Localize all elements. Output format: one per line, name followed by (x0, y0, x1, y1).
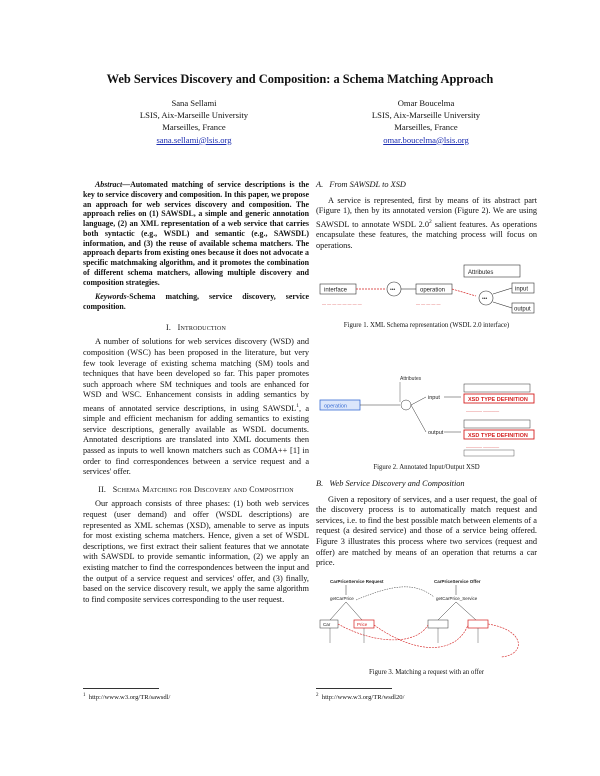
fig2-attributes-label: Attributes (400, 376, 422, 382)
author-location: Marseilles, France (394, 122, 458, 133)
footnote-2-url: http://www.w3.org/TR/wsdl20/ (321, 694, 405, 702)
svg-text:— — — — — — — —: — — — — — — — — (322, 301, 362, 306)
svg-text:•••: ••• (390, 287, 396, 293)
abstract-text: —Automated matching of service descriptions is the key to service discovery and composition. In this paper, we propose an approach for web services discovery and composition. The approach relies on (1) SAWSDL, a simple and generic annotation language, (2) an XML representation of a web service that carries both syntactic (e.g., WSDL) and semantic (e.g., SAWSDL) information, and (3) the reuse of available schema matchers. The approach departs from existing ones because it does not advocate a specific matchmaking algorithm, and it promotes the combination of different schema matchers, allowing multiple discovery and composition strategies. (83, 180, 309, 287)
section2-paragraph: Our approach consists of three phases: (1) both web services request (user demand) and offer (WSDL descriptions) are represented as XML schemas (XSD), amenable to serve as inputs for most existing schema matchers. Hence, given a set of WSDL descriptions, we first extract their salient features that we annotate with SAWSDL to provide semantic information, (2) we apply an existing matcher to find the correspondences between the input and the output of a service request and services' offer, and (3) finally, based on the service discovery result, we apply the same algorithm to find composite services corresponding to the user request. (83, 499, 309, 604)
author-affiliation: LSIS, Aix-Marseille University (371, 110, 481, 121)
subsection-b-paragraph: Given a repository of services, and a user request, the goal of the discovery process is to automatically match request and services, i.e. to find the best possible match between elements of a request (a desired service) and those of a service being offered. Figure 3 illustrates this process where two services (request and offer) are matched by means of an operation that returns a car price. (316, 494, 537, 568)
keywords-text: Schema matching, service discovery, service composition. (83, 292, 309, 311)
fig3-offer-label: CarPriceService Offer (434, 579, 481, 584)
fig1-interface-label: interface (324, 287, 348, 294)
abstract-label: Abstract (95, 180, 123, 189)
fig3-op2-label: getCarPrice_Service (436, 596, 478, 601)
author-email-link[interactable]: sana.sellami@lsis.org (156, 134, 232, 145)
section-heading-2: II. Schema Matching for Discovery and Composition (98, 484, 294, 494)
left-column (83, 180, 309, 605)
subsection-heading-b: B. Web Service Discovery and Composition (316, 479, 465, 488)
footnote-rule-left (83, 688, 159, 689)
figure-3-caption: Figure 3. Matching a request with an offer (368, 669, 484, 676)
fig2-xsd-label-2: XSD TYPE DEFINITION (468, 433, 528, 439)
fig1-operation-label: operation (420, 287, 446, 294)
fig3-op1-label: getCarPrice (330, 596, 354, 601)
fig2-output-label: output (428, 430, 444, 436)
figure-3-diagram (316, 575, 537, 663)
figure-1-caption: Figure 1. XML Schema representation (WSDL 2.0 interface) (343, 322, 510, 329)
footnote-2: $^2$ http://www.w3.org/TR/wsdl20/ (316, 693, 405, 702)
fig1-output-label: output (514, 306, 531, 313)
section-heading-1: I. Introduction (165, 322, 227, 332)
keywords (83, 292, 309, 312)
fig1-attributes-label: Attributes (468, 270, 494, 276)
footnote-rule-right (316, 688, 392, 689)
author-block-2 (326, 97, 526, 146)
fig1-input-label: input (515, 286, 529, 293)
subsection-a-paragraph: A service is represented, first by means of its abstract part (Figure 1), then by its annotated version (Figure 2). We are using SAWSDL to annotate WSDL $2.0^2$ salient features. As operations encapsulate these features, the matching process will focus on operations. (316, 195, 537, 250)
svg-text:— — — — —: — — — — — (416, 301, 441, 306)
author-email-link[interactable]: omar.boucelma@lsis.org (383, 134, 469, 145)
svg-text:•••: ••• (482, 296, 488, 302)
subsection-heading-a: A. From SAWSDL to XSD (316, 180, 406, 189)
fig3-request-label: CarPriceService Request (330, 579, 384, 584)
figure-2-caption: Figure 2. Annotated Input/Output XSD (373, 464, 480, 471)
keywords-label: Keywords- (95, 292, 130, 302)
author-affiliation: LSIS, Aix-Marseille University (139, 110, 249, 121)
fig2-operation-label: operation (324, 403, 347, 410)
author-name: Sana Sellami (171, 98, 217, 108)
author-name: Omar Boucelma (397, 98, 455, 108)
footnote-1: $^1$ http://www.w3.org/TR/sawsdl/ (83, 693, 171, 702)
right-column-mid (316, 479, 537, 569)
abstract (83, 180, 309, 287)
svg-text:———— ————: ———— ———— (466, 444, 500, 449)
right-column-top (316, 180, 537, 251)
svg-text:———— ————: ———— ———— (466, 408, 500, 413)
fig2-xsd-label-1: XSD TYPE DEFINITION (468, 397, 528, 403)
figure-1-diagram (316, 262, 537, 320)
author-location: Marseilles, France (162, 122, 226, 133)
fig2-input-label: input (428, 395, 440, 401)
footnote-1-url: http://www.w3.org/TR/sawsdl/ (88, 694, 171, 702)
figure-2-diagram (316, 372, 537, 460)
fig3-car-label: Car (323, 622, 331, 627)
fig3-price-label: Price (357, 622, 368, 627)
section1-paragraph: A number of solutions for web services discovery (WSD) and composition (WSC) has been proposed in the literature, but very few took leverage of existing schema matching (SM) tools and techniques that have been developed so far. This paper promotes such approach where SM techniques and tools are enhanced for WSD and WSC. Enhancement consists in adding semantics by means of annotated service descriptions, in using SAWSDL$^1$, a simple and efficient mechanism for adding semantics to existing service descriptions, generally available as WSDL documents. Annotated descriptions are translated into XML documents then passed as inputs to well known matchers such as COMA++ [1] in order to find correspondences between a service request and a services' offer. (83, 337, 310, 477)
author-block-1 (94, 97, 294, 146)
paper-title: Web Services Discovery and Composition: a Schema Matching Approach (106, 72, 494, 86)
